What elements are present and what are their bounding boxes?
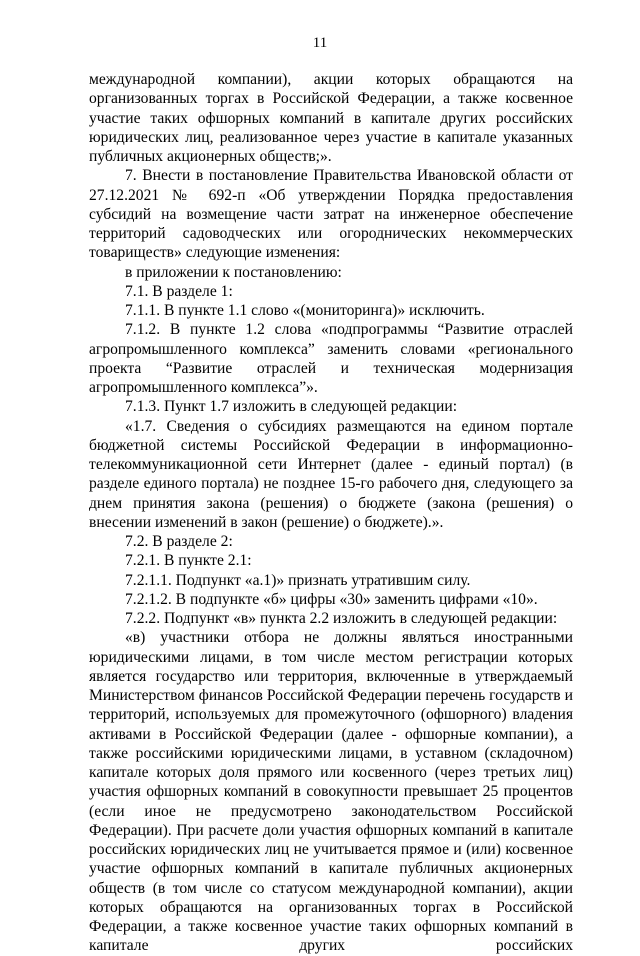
- paragraph-item-7-2-1-2: 7.2.1.2. В подпункте «б» цифры «30» заменить цифрами «10».: [125, 590, 538, 608]
- paragraph-continuation: международной компании), акции которых обращаются на организованных торгах в Российской Федерации, а также косвенное участие таких офшорных компаний в капитале других российских юридических лиц, реализованное через участие в капитале указанных публичных акционерных обществ;».: [89, 71, 573, 165]
- paragraph-item-7-2-2: 7.2.2. Подпункт «в» пункта 2.2 изложить в следующей редакции:: [125, 610, 558, 627]
- paragraph-item-7-2-1: 7.2.1. В пункте 2.1:: [125, 552, 252, 570]
- paragraph-quote-v: «в) участники отбора не должны являться иностранными юридическими лицами, в том числе местом регистрации которых является государство или территория, включенные в утверждаемый Министерством финансов Российской Федерации перечень государств и территорий, используемых для промежуточного (офшорного) владения активами в Российской Федерации (далее - офшорные компании), а также российскими юридическими лицами, в уставном (складочном) капитале которых доля прямого или косвенного (через третьих лиц) участия офшорных компаний в совокупности превышает 25 процентов (если иное не предусмотрено законодательством Российской Федерации). При расчете доли участия офшорных компаний в капитале российских юридических лиц не учитывается прямое и (или) косвенное участие офшорных компаний в капитале публичных акционерных обществ (в том числе со статусом международной компании), акции которых обращаются на организованных торгах в Российской Федерации, а также косвенное участие таких офшорных компаний в капитале других российских: [89, 629, 573, 955]
- document-body: [89, 70, 573, 956]
- paragraph-item-7-2-1-1: 7.2.1.1. Подпункт «а.1)» признать утратившим силу.: [125, 571, 471, 589]
- paragraph-item-7: 7. Внести в постановление Правительства Ивановской области от 27.12.2021 № 692-п «Об утверждении Порядка предоставления субсидий на возмещение части затрат на инженерное обеспечение территорий садоводческих или огороднических некоммерческих товариществ» следующие изменения:: [89, 167, 573, 262]
- paragraph-item-7-1-2: 7.1.2. В пункте 1.2 слова «подпрограммы “Развитие отраслей агропромышленного комплекса” заменить словами «регионального проекта “Развитие отраслей и техническая модернизация агропромышленного комплекса”».: [89, 321, 573, 396]
- paragraph-item-7-1-1: 7.1.1. В пункте 1.1 слово «(мониторинга)» исключить.: [125, 302, 485, 319]
- paragraph-item-7-1: 7.1. В разделе 1:: [125, 282, 233, 300]
- paragraph-appendix-intro: в приложении к постановлению:: [125, 263, 342, 281]
- paragraph-item-7-2: 7.2. В разделе 2:: [125, 533, 233, 550]
- paragraph-item-7-1-3: 7.1.3. Пункт 1.7 изложить в следующей редакции:: [125, 398, 458, 416]
- page-number: 11: [312, 35, 328, 51]
- paragraph-quote-1-7: «1.7. Сведения о субсидиях размещаются на едином портале бюджетной системы Российской Федерации в информационно-телекоммуникационной сети Интернет (далее - единый портал) (в разделе единого портала) не позднее 15-го рабочего дня, следующего за днем принятия закона (решения) о бюджете (закона (решения) о внесении изменений в закон (решение) о бюджете).».: [89, 417, 573, 531]
